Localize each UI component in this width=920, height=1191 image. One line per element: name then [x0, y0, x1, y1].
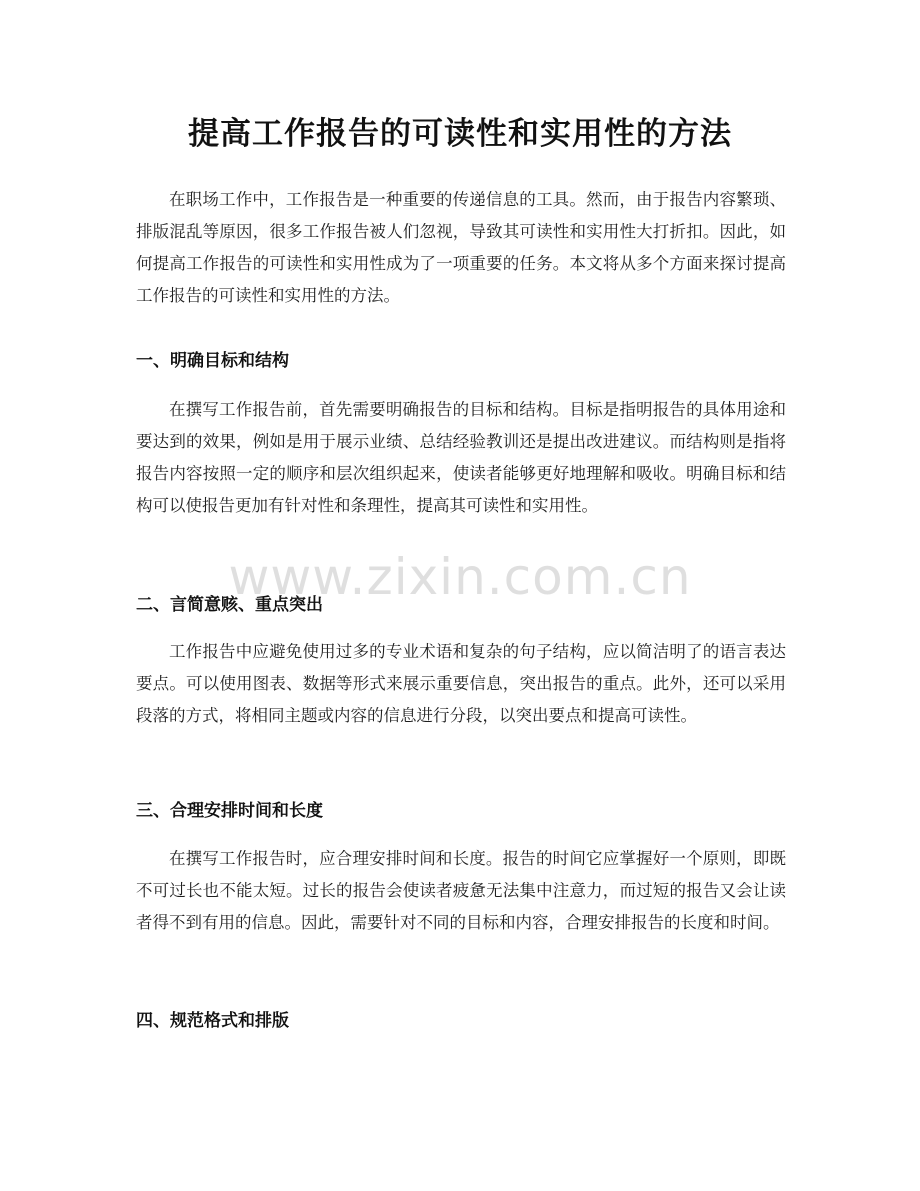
- section-body-1: 在撰写工作报告前，首先需要明确报告的目标和结构。目标是指明报告的具体用途和要达到的效果，例如是用于展示业绩、总结经验教训还是提出改进建议。而结构则是指将报告内容按照一定的顺序和层次组织起来，使读者能够更好地理解和吸收。明确目标和结构可以使报告更加有针对性和条理性，提高其可读性和实用性。: [136, 400, 786, 515]
- watermark: www.zixin.com.cn: [228, 548, 692, 606]
- section-heading-1: 一、明确目标和结构: [136, 351, 289, 371]
- document-title: 提高工作报告的可读性和实用性的方法: [188, 116, 732, 152]
- section-body-3: 在撰写工作报告时，应合理安排时间和长度。报告的时间它应掌握好一个原则，即既不可过长也不能太短。过长的报告会使读者疲惫无法集中注意力，而过短的报告又会让读者得不到有用的信息。因此，需要针对不同的目标和内容，合理安排报告的长度和时间。: [136, 849, 786, 932]
- section-heading-4: 四、规范格式和排版: [136, 1011, 289, 1031]
- intro-paragraph: 在职场工作中，工作报告是一种重要的传递信息的工具。然而，由于报告内容繁琐、排版混乱等原因，很多工作报告被人们忽视，导致其可读性和实用性大打折扣。因此，如何提高工作报告的可读性和实用性成为了一项重要的任务。本文将从多个方面来探讨提高工作报告的可读性和实用性的方法。: [136, 190, 786, 305]
- section-heading-2: 二、言简意赅、重点突出: [136, 595, 323, 615]
- section-heading-3: 三、合理安排时间和长度: [136, 801, 323, 821]
- section-body-2: 工作报告中应避免使用过多的专业术语和复杂的句子结构，应以简洁明了的语言表达要点。可以使用图表、数据等形式来展示重要信息，突出报告的重点。此外，还可以采用段落的方式，将相同主题或内容的信息进行分段，以突出要点和提高可读性。: [136, 642, 786, 725]
